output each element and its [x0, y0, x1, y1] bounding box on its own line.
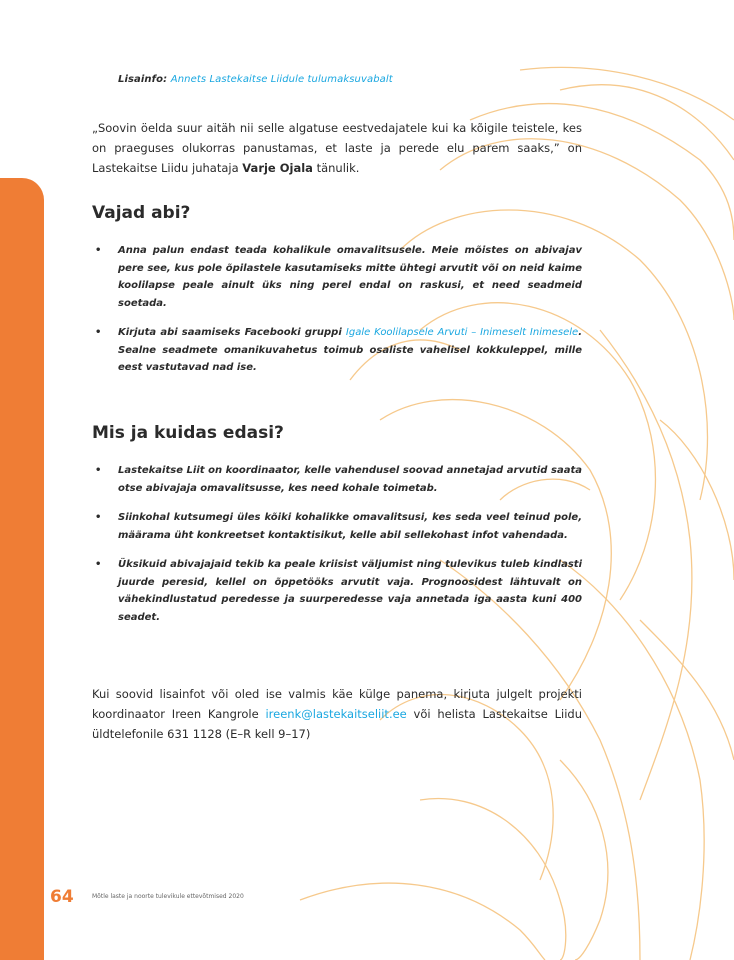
side-accent-tab [0, 178, 44, 960]
quote-suffix: tänulik. [312, 161, 360, 175]
bullet-icon: • [95, 512, 102, 523]
heading-next-steps: Mis ja kuidas edasi? [92, 423, 284, 443]
quote-name: Varje Ojala [242, 161, 313, 175]
list-item-text: Lastekaitse Liit on koordinaator, kelle vahendusel soovad annetajad arvutid saata otse abivajaja omavalitsusse, kes need kohale toimetab. [118, 465, 582, 494]
quote-paragraph [92, 118, 582, 178]
bullet-icon: • [95, 465, 102, 476]
bullet-icon: • [95, 559, 102, 570]
bullet-icon: • [95, 327, 102, 338]
facebook-group-link[interactable]: Igale Koolilapsele Arvuti – Inimeselt Inimesele [345, 327, 579, 338]
list-item [92, 242, 582, 312]
list-item [92, 509, 582, 544]
list-item-text: Üksikuid abivajajaid tekib ka peale kriisist väljumist ning tulevikus tuleb kindlasti juurde peresid, kellel on õppetööks arvutit vaja. Prognoosidest lähtuvalt on vähekindlustatud peredesse ja suurperedesse vaja annetada iga aasta kuni 400 seadet. [118, 559, 582, 623]
footer-title: Mõtle laste ja noorte tulevikule ettevõtmised 2020 [92, 893, 244, 900]
email-link[interactable]: ireenk@lastekaitseliit.ee [265, 707, 407, 721]
list-item-text: Siinkohal kutsumegi üles kõiki kohalikke omavalitsusi, kes seda veel teinud pole, määrama üht konkreetset kontaktisikut, kelle abil sellekohast infot vahendada. [118, 512, 582, 541]
list-item-text: Kirjuta abi saamiseks Facebooki gruppi [118, 327, 346, 338]
closing-text: Kui soovid lisainfot või oled ise valmis käe külge panema, kirjuta julgelt projekti koordinaator Ireen Kangrole [92, 687, 582, 721]
closing-text-after: või helista Lastekaitse Liidu üldtelefonile 631 1128 (E–R kell 9–17) [92, 707, 582, 741]
next-steps-list [92, 462, 582, 638]
donation-link[interactable]: Annets Lastekaitse Liidule tulumaksuvabalt [170, 74, 393, 85]
list-item-text-after: . Sealne seadmete omanikuvahetus toimub osaliste vahelisel kokkuleppel, mille eest vastutavad nad ise. [118, 327, 582, 373]
list-item [92, 556, 582, 626]
list-item-text: Anna palun endast teada kohalikule omavalitsusele. Meie mõistes on abivajav pere see, kus pole õpilastele kasutamiseks mitte ühtegi arvutit või on neid kaime koolilapse peale ainult üks ning perel endal on raskusi, et need seadmeid soetada. [118, 245, 582, 309]
bullet-icon: • [95, 245, 102, 256]
info-prefix: Lisainfo: [118, 74, 168, 85]
quote-text: „Soovin öelda suur aitäh nii selle algatuse eestvedajatele kui ka kõigile teistele, kes on praeguses olukorras panustamas, et laste ja perede elu parem saaks,” on Lastekaitse Liidu juhataja [92, 121, 582, 175]
info-line [118, 74, 393, 85]
need-help-list [92, 242, 582, 389]
list-item [92, 324, 582, 377]
page-number: 64 [50, 887, 74, 907]
heading-need-help: Vajad abi? [92, 203, 191, 223]
list-item [92, 462, 582, 497]
closing-paragraph [92, 684, 582, 744]
